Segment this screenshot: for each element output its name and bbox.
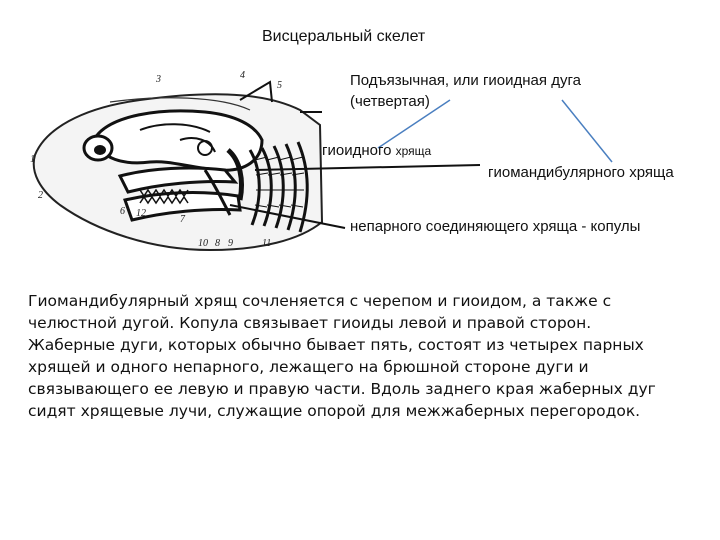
paragraph-line: челюстной дугой. Копула связывает гиоиды левой и правой сторон. [28, 314, 592, 332]
hyoid-arch-label [350, 70, 581, 112]
fig-number-7: 7 [180, 214, 185, 225]
fig-number-5: 5 [277, 80, 282, 91]
fig-number-11: 11 [262, 238, 272, 249]
description-paragraph [28, 290, 708, 422]
paragraph-line: связывающего ее левую и правую части. Вдоль заднего края жаберных дуг [28, 380, 656, 398]
hyoid-arch-label-line2: (четвертая) [350, 93, 430, 110]
paragraph-line: Жаберные дуги, которых обычно бывает пять, состоят из четырех парных [28, 336, 644, 354]
fig-number-8: 8 [215, 238, 220, 249]
hyoid-cartilage-label-suffix: хряща [395, 144, 432, 158]
hyoid-cartilage-label-main: гиоидного [322, 142, 392, 159]
fig-number-1: 1 [30, 154, 35, 165]
fig-number-12: 12 [136, 208, 146, 219]
fig-number-3: 3 [156, 74, 161, 85]
fig-number-4: 4 [240, 70, 245, 81]
hyoid-arch-label-line1: Подъязычная, или гиоидная дуга [350, 72, 581, 89]
fig-number-2: 2 [38, 190, 43, 201]
paragraph-line: Гиомандибулярный хрящ сочленяется с черепом и гиоидом, а также с [28, 292, 612, 310]
hyomandibular-cartilage-label: гиомандибулярного хряща [488, 164, 674, 181]
copula-label: непарного соединяющего хряща - копулы [350, 218, 641, 235]
fig-number-10: 10 [198, 238, 208, 249]
fig-number-9: 9 [228, 238, 233, 249]
paragraph-line: хрящей и одного непарного, лежащего на брюшной стороне дуги и [28, 358, 589, 376]
fig-number-6: 6 [120, 206, 125, 217]
slide-title: Висцеральный скелет [262, 28, 426, 45]
paragraph-line: сидят хрящевые лучи, служащие опорой для межжаберных перегородок. [28, 402, 641, 420]
hyoid-cartilage-label [322, 142, 431, 159]
